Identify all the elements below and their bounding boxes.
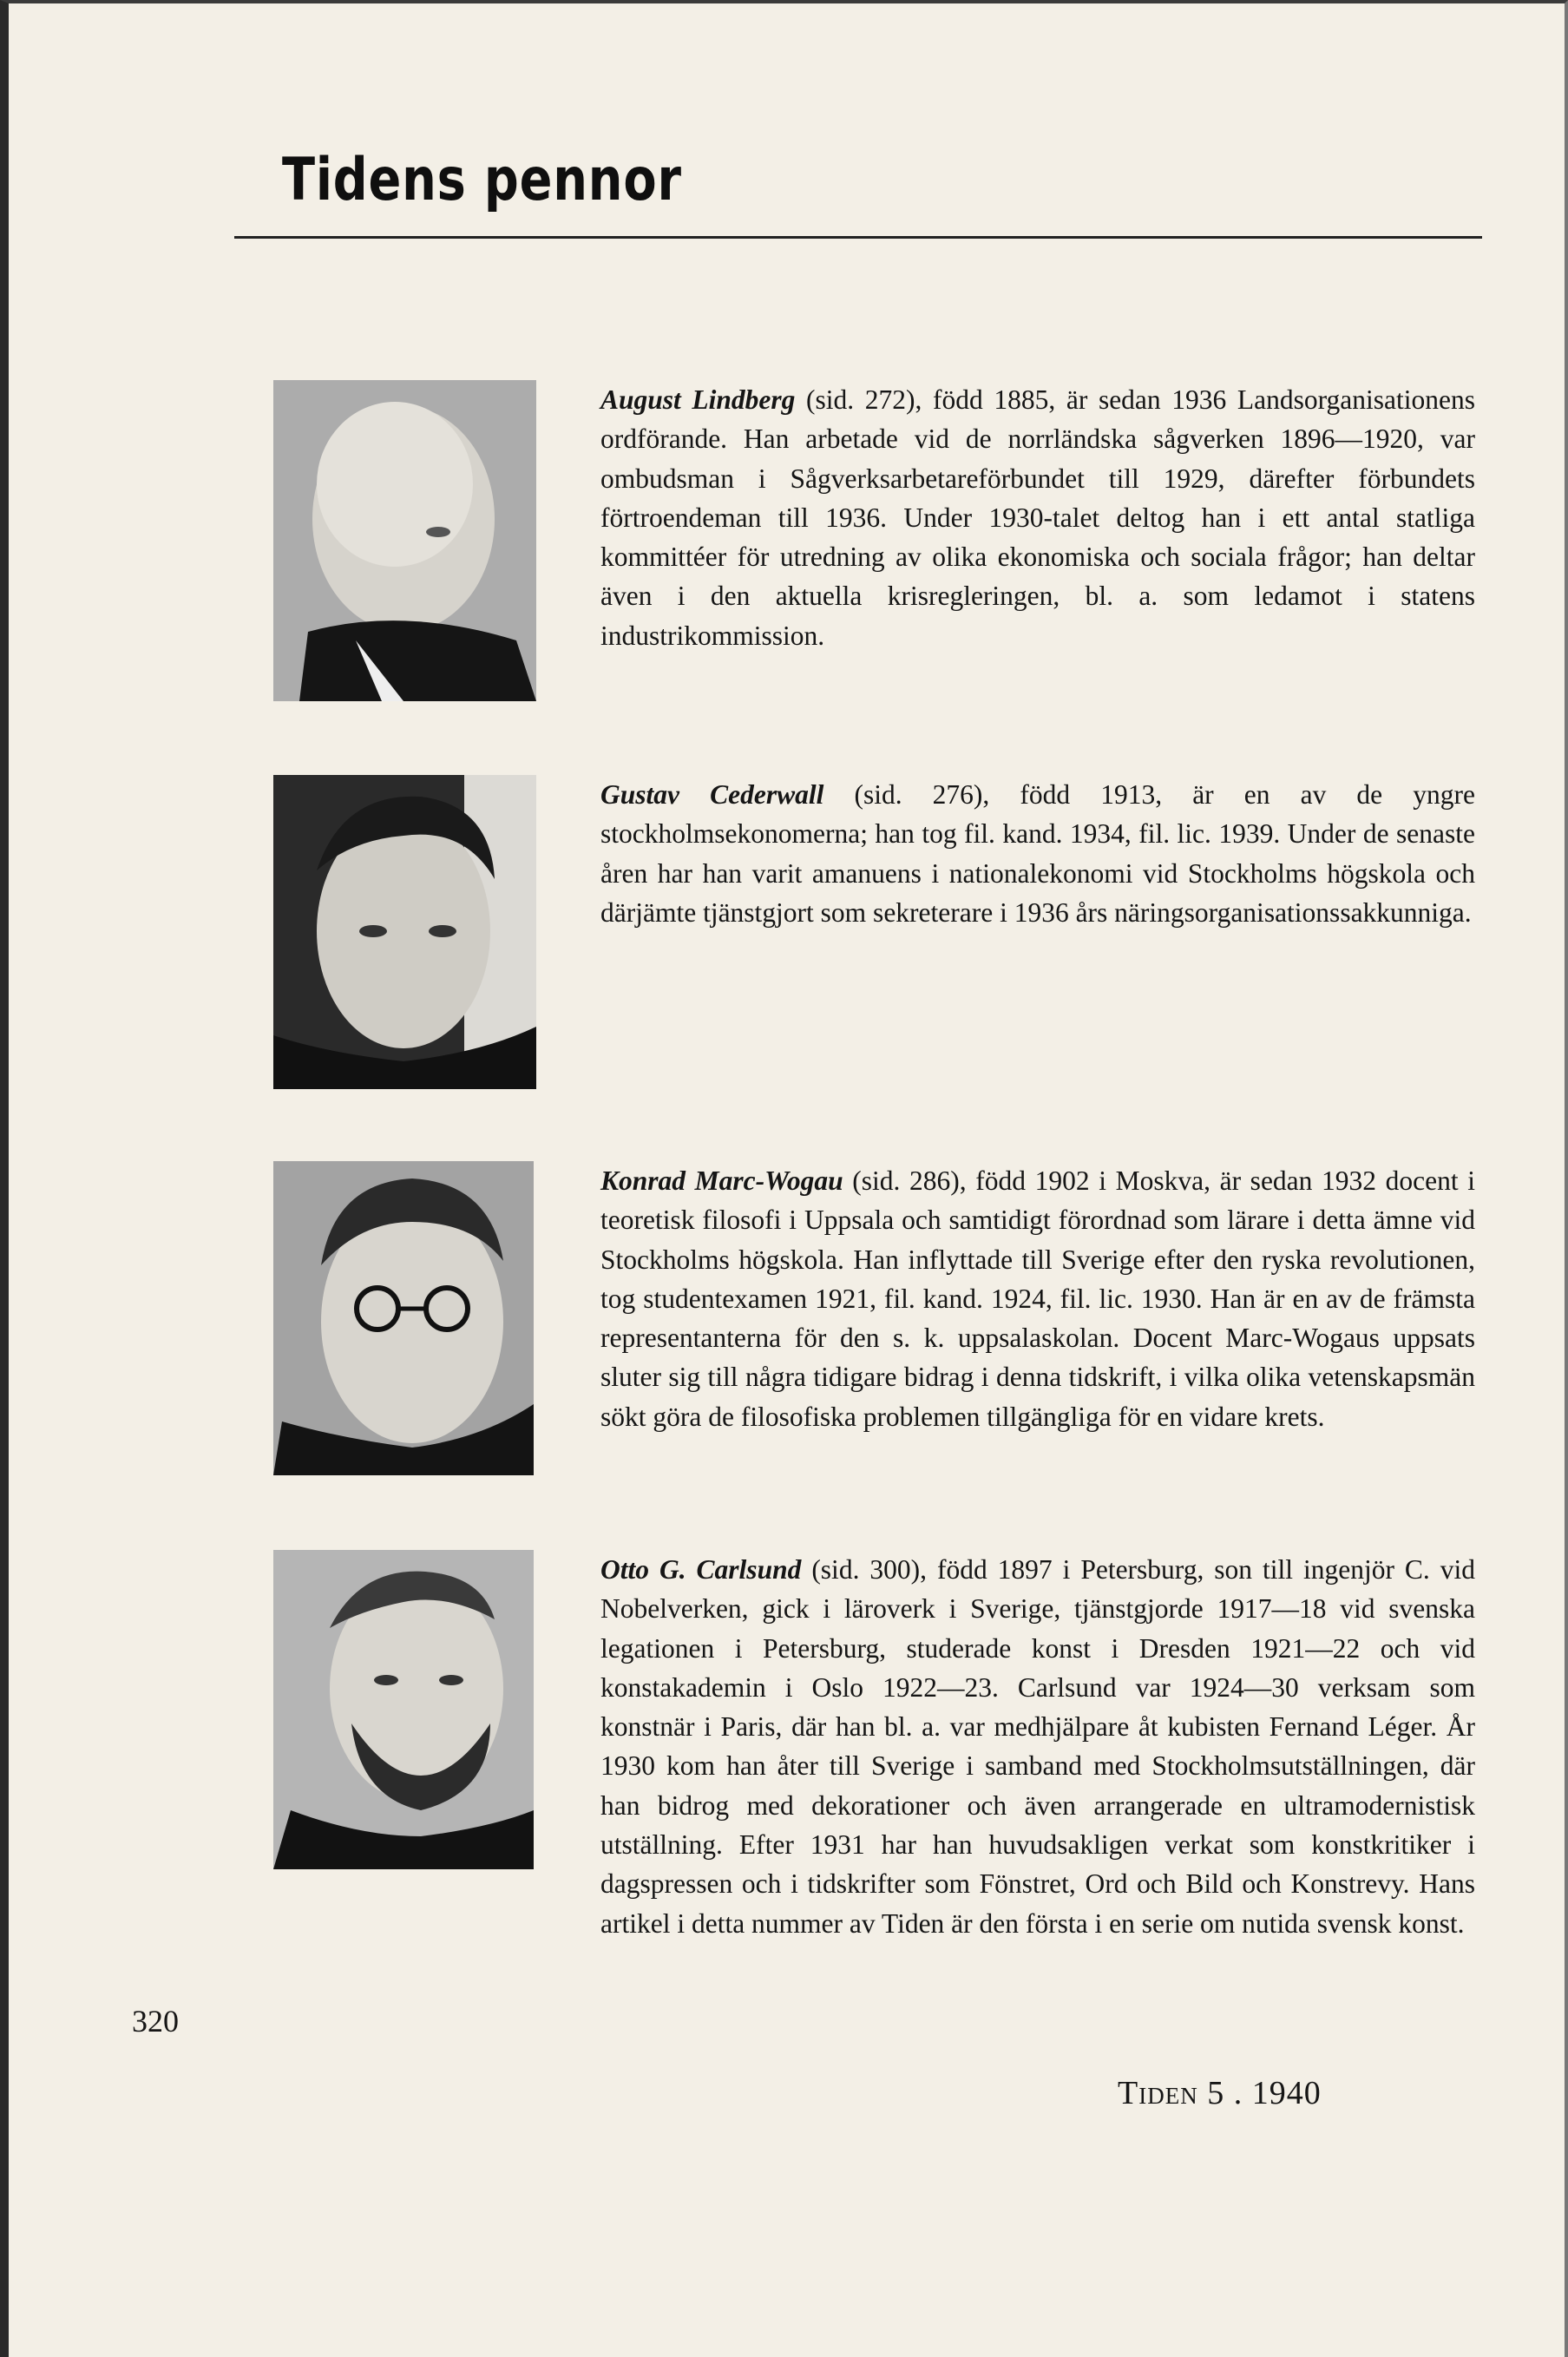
contributor-name: Konrad Marc-Wogau [600, 1165, 843, 1196]
contributor-name: Gustav Cederwall [600, 779, 824, 810]
entry-body: (sid. 300), född 1897 i Petersburg, son till ingenjör C. vid Nobelverken, gick i läroverk i Sverige, tjänstgjorde 1917—18 vid svenska legationen i Petersburg, studerade konst i Dresden 1921—22 och vid konstakademin i Oslo 1922—23. Carlsund var 1924—30 verksam som konstnär i Paris, där han bl. a. var medhjälpare åt kubisten Fernand Léger. År 1930 kom han åter till Sverige i samband med Stockholmsutställningen, där han bidrog med dekorationer och även arrangerade en ultramodernistisk utställning. Efter 1931 har han huvudsakligen verkat som konstkritiker i dagspressen och i tidskrifter som Fönstret, Ord och Bild och Konstrevy. Hans artikel i detta nummer av Tiden är den första i en serie om nutida svensk konst. [600, 1554, 1475, 1939]
entry-body: (sid. 286), född 1902 i Moskva, är sedan 1932 docent i teoretisk filosofi i Uppsala och samtidigt förordnad som lärare i detta ämne vid Stockholms högskola. Han inflyttade till Sverige efter den ryska revolutionen, tog studentexamen 1921, fil. kand. 1924, fil. lic. 1930. Han är en av de främsta representanterna för den s. k. uppsalaskolan. Docent Marc-Wogaus uppsats sluter sig till några tidigare bidrag i denna tidskrift, i vilka olika vetenskapsmän sökt göra de filosofiska problemen tillgängliga för en vidare krets. [600, 1165, 1475, 1432]
portrait-photo-cederwall [273, 775, 536, 1089]
issue-number: 5 . 1940 [1207, 2075, 1322, 2111]
contributor-name: August Lindberg [600, 384, 796, 415]
contributor-name: Otto G. Carlsund [600, 1554, 802, 1585]
title-rule [234, 236, 1482, 239]
entry-body: (sid. 276), född 1913, är en av de yngre stockholmsekonomerna; han tog fil. kand. 1934, fil. lic. 1939. Under de senaste åren har han varit amanuens i nationalekonomi vid Stockholms högskola och därjämte tjänstgjort som sekreterare i 1936 års näringsorganisationssakkunniga. [600, 779, 1475, 928]
portrait-photo-lindberg [273, 380, 536, 701]
entry-text-carlsund [600, 1550, 1475, 1943]
page-number: 320 [132, 2004, 179, 2039]
journal-footer [1118, 2074, 1322, 2112]
portrait-photo-carlsund [273, 1550, 534, 1869]
entry-text-lindberg [600, 380, 1475, 655]
entry-text-marc-wogau [600, 1161, 1475, 1436]
journal-name: Tiden [1118, 2075, 1198, 2111]
page-title: Tidens pennor [282, 146, 682, 214]
portrait-photo-marc-wogau [273, 1161, 534, 1475]
entry-text-cederwall [600, 775, 1475, 932]
entry-body: (sid. 272), född 1885, är sedan 1936 Landsorganisationens ordförande. Han arbetade vid de norrländska sågverken 1896—1920, var ombudsman i Sågverksarbetareförbundet till 1929, därefter förbundets förtroendeman till 1936. Under 1930-talet deltog han i ett antal statliga kommittéer för utredning av olika ekonomiska och sociala frågor; han deltar även i den aktuella krisregleringen, bl. a. som ledamot i statens industrikommission. [600, 384, 1476, 651]
